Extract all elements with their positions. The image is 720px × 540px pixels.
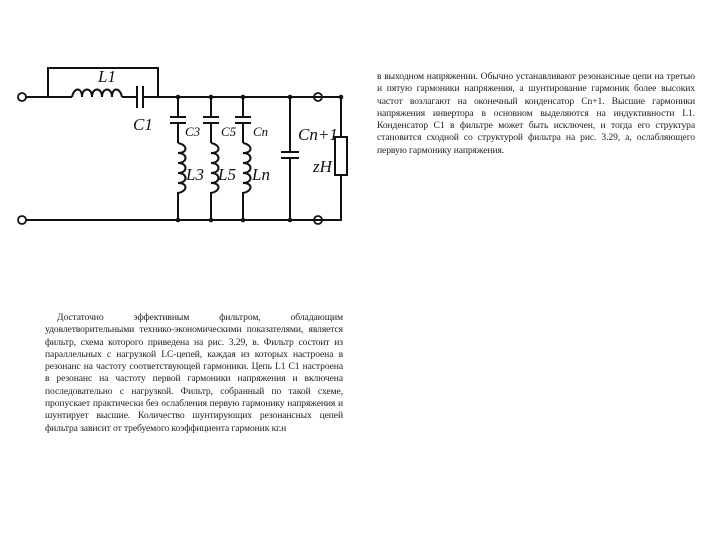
paragraph-left: Достаточно эффективным фильтром, обладающим удовлетворительными технико-экономическими показателями, является фильтр, схема которого приведена на рис. 3.29, в. Фильтр состоит из параллельных с нагрузкой LC-цепей, каждая из которых настроена в резонанс на частоту соответствующей гармоники. Цепь L1 C1 настроена в резонанс на частоту первой гармоники напряжения и включена последовательно с нагрузкой. Фильтр, собранный по такой схеме, пропускает практически без ослабления первую гармонику напряжения и шунтирует высшие. Количество шунтирующих резонансных цепей фильтра зависит от требуемого коэффициента гармоник кг.н: [45, 312, 343, 434]
capacitor-C3: [170, 97, 186, 143]
label-L1: L1: [98, 67, 116, 86]
paragraph-right: в выходном напряжении. Обычно устанавливают резонансные цепи на третью и пятую гармоники напряжения, а шунтирование гармоник более высоких частот возлагают на оконечный конденсатор Cn+1. Высшие гармоники напряжения инвертора в основном выделяются на индуктивности L1. Конденсатор C1 в фильтре может быть исключен, и тогда его структура становится сходной со структурой фильтра на рис. 3.29, а, ослабляющего первую гармонику напряжения.: [377, 71, 695, 156]
text-block-left: [45, 312, 343, 435]
input-terminal-top: [18, 93, 26, 101]
label-Ln: Ln: [252, 165, 270, 184]
capacitor-Cn1: [281, 97, 299, 220]
label-L5: L5: [218, 165, 236, 184]
label-Cn1: Cn+1: [298, 125, 338, 144]
inductor-Ln: [243, 143, 251, 220]
filter-circuit-diagram: [0, 0, 370, 240]
label-C3: C3: [185, 124, 201, 139]
capacitor-C5: [203, 97, 219, 143]
text-block-right: [377, 71, 695, 157]
label-C5: C5: [221, 124, 237, 139]
label-L3: L3: [186, 165, 204, 184]
inductor-L1: [72, 90, 122, 98]
capacitor-C1: [137, 86, 143, 108]
input-terminal-bottom: [18, 216, 26, 224]
capacitor-Cn: [235, 97, 251, 143]
label-Cn: Cn: [253, 124, 269, 139]
label-C1: C1: [133, 115, 153, 134]
label-ZH: zH: [313, 157, 332, 176]
inductor-L3: [178, 143, 186, 220]
